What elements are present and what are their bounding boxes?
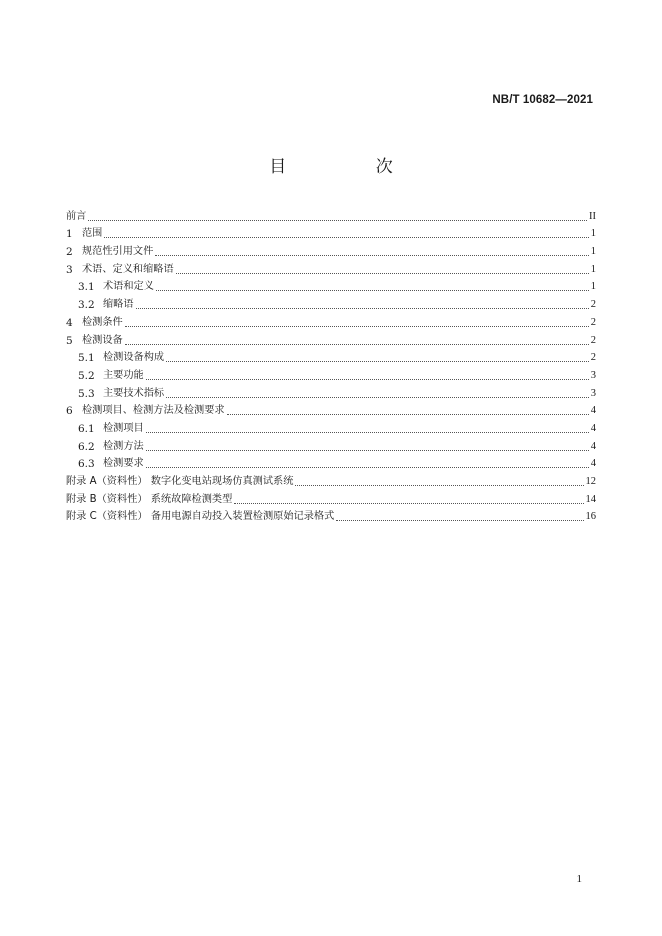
toc-entry[interactable]	[66, 383, 596, 401]
toc-entry-number: 3.2	[78, 299, 95, 312]
toc-entry-number: 5.2	[78, 369, 95, 382]
toc-dot-leader	[156, 289, 589, 291]
toc-dot-leader	[136, 307, 589, 309]
toc-entry-number: 5.1	[78, 352, 95, 365]
toc-entry-page: 3	[590, 387, 596, 399]
toc-dot-leader	[176, 272, 589, 274]
toc-entry-title: 检测方法	[103, 440, 144, 452]
toc-entry[interactable]	[66, 507, 596, 525]
toc-entry-title: 附录 C（资料性） 备用电源自动投入装置检测原始记录格式	[66, 511, 335, 523]
toc-entry-page: 2	[590, 334, 596, 346]
toc-entry-title: 范围	[82, 228, 103, 240]
toc-dot-leader	[146, 431, 589, 433]
toc-dot-leader	[166, 360, 589, 362]
toc-entry-page: 4	[590, 458, 596, 470]
toc-entry[interactable]	[66, 312, 596, 330]
toc-entry[interactable]	[66, 259, 596, 277]
toc-entry-page: 1	[590, 263, 596, 275]
toc-entry-page: 1	[590, 246, 596, 258]
toc-dot-leader	[146, 449, 589, 451]
toc-entry-page: 4	[590, 422, 596, 434]
table-of-contents	[66, 206, 596, 524]
toc-entry-page: 4	[590, 440, 596, 452]
toc-entry[interactable]	[66, 294, 596, 312]
toc-entry[interactable]	[66, 454, 596, 472]
toc-entry-page: 3	[590, 369, 596, 381]
toc-entry-page: 14	[585, 493, 596, 505]
toc-entry-number: 6	[66, 405, 73, 418]
toc-entry-number: 3	[66, 263, 73, 276]
toc-dot-leader	[295, 484, 583, 486]
toc-entry-page: 12	[585, 476, 596, 487]
toc-entry-number: 4	[66, 316, 73, 329]
toc-entry-title: 检测条件	[82, 316, 123, 328]
toc-entry[interactable]	[66, 471, 596, 489]
toc-entry-title: 主要技术指标	[103, 387, 165, 399]
toc-entry-title: 检测项目	[103, 422, 144, 434]
toc-entry-number: 1	[66, 228, 73, 241]
toc-entry-page: 16	[585, 511, 596, 523]
toc-entry-title: 附录 A（资料性） 数字化变电站现场仿真测试系统	[66, 476, 294, 487]
footer-page-number: 1	[576, 873, 582, 885]
toc-entry-page: 1	[590, 281, 596, 293]
toc-entry-page: 2	[590, 299, 596, 311]
toc-entry-title: 主要功能	[103, 369, 144, 381]
toc-dot-leader	[227, 413, 589, 415]
toc-entry-number: 3.1	[78, 281, 95, 294]
toc-entry[interactable]	[66, 241, 596, 259]
toc-entry-title: 缩略语	[103, 299, 134, 311]
toc-entry[interactable]	[66, 418, 596, 436]
toc-entry-page: II	[589, 210, 596, 222]
toc-entry[interactable]	[66, 489, 596, 507]
toc-entry[interactable]	[66, 401, 596, 419]
toc-entry-title: 术语和定义	[103, 281, 154, 293]
toc-entry[interactable]	[66, 277, 596, 295]
toc-entry-page: 2	[590, 316, 596, 328]
toc-entry-title: 规范性引用文件	[82, 246, 154, 258]
toc-dot-leader	[146, 378, 589, 380]
toc-dot-leader	[155, 254, 588, 256]
toc-entry-title: 检测要求	[103, 458, 144, 470]
toc-entry-title: 检测设备	[82, 334, 123, 346]
toc-dot-leader	[125, 325, 589, 327]
toc-entry[interactable]	[66, 365, 596, 383]
toc-entry-page: 1	[590, 228, 596, 240]
toc-entry-number: 5	[66, 334, 73, 347]
toc-dot-leader	[104, 236, 588, 238]
toc-entry[interactable]	[66, 330, 596, 348]
toc-entry-title: 检测项目、检测方法及检测要求	[82, 405, 225, 417]
toc-entry-title: 附录 B（资料性） 系统故障检测类型	[66, 493, 233, 505]
toc-entry-number: 6.3	[78, 458, 95, 471]
toc-entry-page: 2	[590, 352, 596, 364]
toc-entry-number: 6.1	[78, 422, 95, 435]
toc-dot-leader	[234, 502, 583, 504]
toc-dot-leader	[88, 219, 587, 221]
toc-entry-number: 6.2	[78, 440, 95, 453]
toc-entry[interactable]	[66, 436, 596, 454]
toc-entry-title: 术语、定义和缩略语	[82, 263, 174, 275]
toc-dot-leader	[125, 343, 589, 345]
toc-entry-page: 4	[590, 405, 596, 417]
toc-dot-leader	[166, 396, 589, 398]
toc-entry[interactable]	[66, 224, 596, 242]
toc-entry-number: 5.3	[78, 387, 95, 400]
toc-dot-leader	[336, 519, 583, 521]
toc-entry[interactable]	[66, 206, 596, 224]
toc-entry-title: 检测设备构成	[103, 352, 165, 364]
toc-dot-leader	[146, 466, 589, 468]
toc-entry-number: 2	[66, 246, 73, 259]
page-title: 目 次	[269, 157, 435, 177]
toc-entry[interactable]	[66, 348, 596, 366]
toc-entry-title: 前言	[66, 210, 87, 222]
standard-code: NB/T 10682—2021	[492, 94, 593, 106]
